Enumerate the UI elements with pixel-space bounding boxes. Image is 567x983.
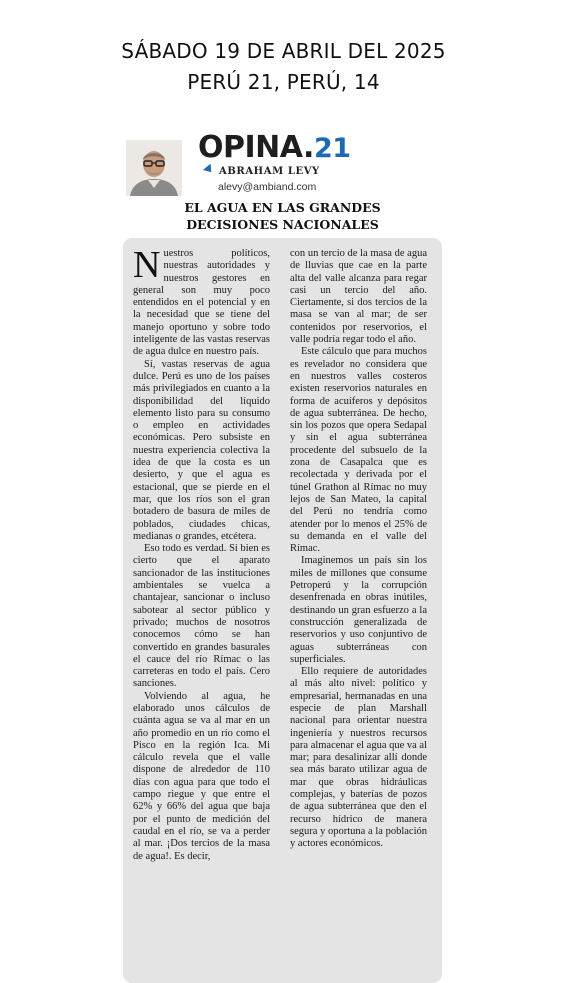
brand-number: 21 — [313, 133, 351, 164]
article-column-right — [290, 248, 427, 851]
article-title — [123, 199, 442, 233]
paragraph — [133, 244, 270, 359]
author-photo — [126, 140, 182, 196]
article-column-left — [133, 244, 270, 863]
date-line: SÁBADO 19 DE ABRIL DEL 2025 — [121, 39, 446, 63]
paragraph: Sí, vastas reservas de agua dulce. Perú es uno de los países más privilegiados en cuanto a la disponibilidad del líquido elemento listo para su consumo o empleo en actividades económicas. Pero subsiste en nuestra experiencia colectiva la idea de que la costa es un desierto, y que el agua es estacional, que se pierde en el mar, que los ríos son el gran botadero de basura de miles de poblados, ciudades chicas, medianas o grandes, etcétera. — [133, 358, 270, 542]
paragraph: Ello requiere de autoridades al más alto nivel: político y empresarial, hermanadas en una especie de plan Marshall nacional para orientar nuestra ingeniería y nuestros recursos para almacenar el agua que va al mar; para desalinizar allí donde sea más barato utilizar agua de mar que obras hidráulicas complejas, y baterías de pozos de agua subterránea que den el recurso hídrico de manera segura y oportuna a la población y actores económicos. — [290, 666, 427, 850]
brand-word: OPINA. — [198, 130, 314, 165]
title-line-2: DECISIONES NACIONALES — [186, 217, 379, 232]
drop-cap: N — [133, 244, 161, 286]
source-line: PERÚ 21, PERÚ, 14 — [187, 70, 380, 94]
paragraph: Eso todo es verdad. Si bien es cierto que el aparato sancionador de las instituciones ambientales se vuelca a chantajear, sancionar o incluso sabotear al sector público y privado; muchos de nosotros conocemos cómo se han convertido en grandes basurales el cauce del río Rímac o las carreteras en todo el país. Cero sanciones. — [133, 543, 270, 690]
author-email: alevy@ambiand.com — [218, 181, 317, 193]
opina21-logo — [198, 128, 351, 169]
paragraph-text: uestros políticos, nuestras autoridades y nuestros gestores en general son muy poco entendidos en el potencial y en la necesidad que se tiene del manejo oportuno y sobre todo inteligente de las vastas reservas de agua dulce en nuestro país. — [133, 248, 270, 358]
newspaper-clipping — [123, 128, 442, 983]
paragraph: Volviendo al agua, he elaborado unos cálculos de cuánta agua se va al mar en un año promedio en un río como el Pisco en la región Ica. Mi cálculo revela que el valle dispone de alrededor de 110 días con agua para que todo el campo riegue y que entre el 62% y 66% del agua que baja por el punto de medición del caudal en el río, se va a perder al mar. ¡Dos tercios de la masa de agua!. Es decir, — [133, 690, 270, 862]
paragraph: Este cálculo que para muchos es revelador no considera que en nuestros valles costeros existen reservorios naturales en forma de acuíferos y depósitos de agua subterránea. De hecho, sin los pozos que opera Sedapal y sin el agua subterránea procedente del subsuelo de la zona de Casapalca que es recolectada y derivada por el túnel Grathon al Rímac no muy lejos de San Mateo, la capital del Perú no tendría como atender por lo menos el 25% de su demanda en el valle del Rímac. — [290, 346, 427, 555]
clipping-header — [0, 36, 567, 98]
paragraph: Imaginemos un país sin los miles de millones que consume Petroperú y la corrupción desenfrenada en obras inútiles, destinando un gran esfuerzo a la construcción generalizada de reservorios y uso conjuntivo de aguas subterráneas con superficiales. — [290, 555, 427, 665]
paragraph: con un tercio de la masa de agua de lluvias que cae en la parte alta del valle alcanza para regar casi un tercio del año. Ciertamente, si dos tercios de la masa se van al mar; de ser contenidos por reservorios, el valle podría regar todo el año. — [290, 248, 427, 346]
title-line-1: EL AGUA EN LAS GRANDES — [184, 200, 381, 215]
author-name: ABRAHAM LEVY — [219, 166, 320, 177]
